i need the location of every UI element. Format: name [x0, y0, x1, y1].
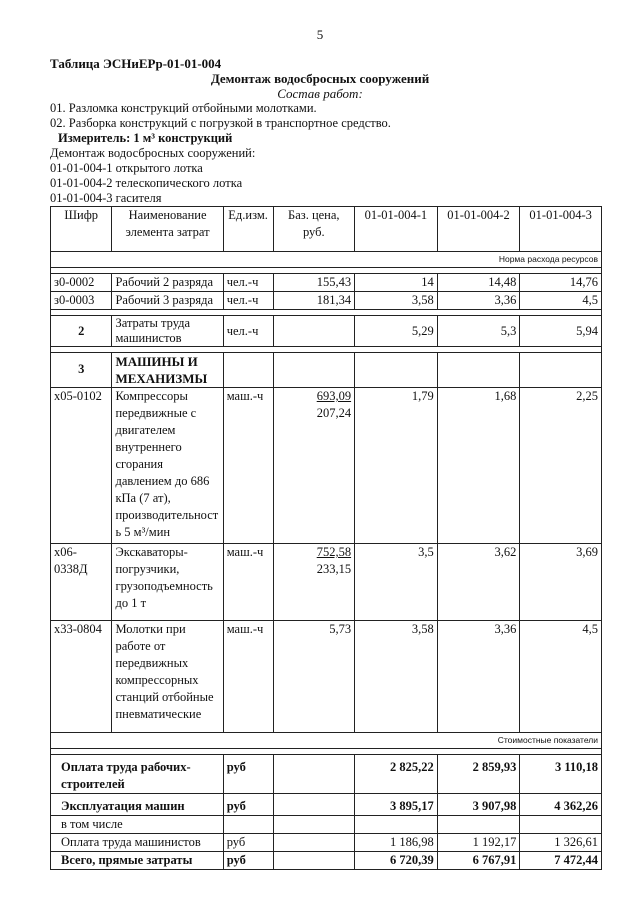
row-v2: 1,68	[437, 388, 520, 544]
row-v1: 3,5	[355, 544, 438, 621]
section-norm: Норма расхода ресурсов	[51, 252, 602, 268]
table-row	[51, 316, 602, 347]
row-v2: 3,36	[437, 621, 520, 733]
total-unit: руб	[223, 755, 273, 794]
total-v2: 3 907,98	[437, 794, 520, 816]
row-v3: 14,76	[520, 274, 602, 292]
item-line: 01-01-004-2 телескопического лотка	[50, 176, 243, 190]
total-v1: 1 186,98	[355, 834, 438, 852]
total-v2: 6 767,91	[437, 852, 520, 870]
total-name: Всего, прямые затраты	[51, 852, 224, 870]
total-unit: руб	[223, 852, 273, 870]
row-code: 2	[51, 316, 112, 347]
header-price: Баз. цена, руб.	[273, 207, 355, 252]
section-cost: Стоимостные показатели	[51, 733, 602, 749]
row-price: 5,73	[273, 621, 355, 733]
work-item: 02. Разборка конструкций с погрузкой в транспортное средство.	[50, 116, 391, 130]
table-row	[51, 274, 602, 292]
row-v2: 5,3	[437, 316, 520, 347]
header-col3: 01-01-004-3	[520, 207, 602, 252]
total-name: в том числе	[51, 816, 224, 834]
row-name: МАШИНЫ И МЕХАНИЗМЫ	[112, 353, 223, 388]
total-name: Эксплуатация машин	[51, 794, 224, 816]
table-row	[51, 353, 602, 388]
header-row	[51, 207, 602, 252]
row-v1: 1,79	[355, 388, 438, 544]
row-v2: 14,48	[437, 274, 520, 292]
row-v3: 5,94	[520, 316, 602, 347]
row-v3: 3,69	[520, 544, 602, 621]
item-line: 01-01-004-1 открытого лотка	[50, 161, 203, 175]
row-unit: чел.-ч	[223, 316, 273, 347]
total-v1: 6 720,39	[355, 852, 438, 870]
table-title: Демонтаж водосбросных сооружений	[210, 71, 430, 86]
page-number: 5	[316, 27, 324, 42]
total-row	[51, 834, 602, 852]
total-v3: 3 110,18	[520, 755, 602, 794]
total-row	[51, 755, 602, 794]
row-v1: 14	[355, 274, 438, 292]
total-v2: 1 192,17	[437, 834, 520, 852]
row-v3: 4,5	[520, 292, 602, 310]
total-v1: 3 895,17	[355, 794, 438, 816]
table-row	[51, 388, 602, 544]
header-code: Шифр	[51, 207, 112, 252]
section-row	[51, 733, 602, 749]
total-name: Оплата труда машинистов	[51, 834, 224, 852]
header-col1: 01-01-004-1	[355, 207, 438, 252]
measure: Измеритель: 1 м³ конструкций	[58, 131, 233, 145]
row-price-2: 207,24	[316, 406, 352, 420]
row-v1: 3,58	[355, 621, 438, 733]
row-v2: 3,36	[437, 292, 520, 310]
total-unit: руб	[223, 834, 273, 852]
header-name: Наименование элемента затрат	[112, 207, 223, 252]
table-code: Таблица ЭСНиЕРр-01-01-004	[50, 56, 222, 71]
row-name: Компрессоры передвижные с двигателем внутреннего сгорания давлением до 686 кПа (7 ат), производительност ь 5 м³/мин	[112, 388, 223, 544]
section-row	[51, 252, 602, 268]
total-row	[51, 794, 602, 816]
total-row	[51, 816, 602, 834]
row-code: 3	[51, 353, 112, 388]
header-col2: 01-01-004-2	[437, 207, 520, 252]
row-name: Рабочий 2 разряда	[112, 274, 223, 292]
row-v3: 4,5	[520, 621, 602, 733]
row-name: Затраты труда машинистов	[112, 316, 223, 347]
works-heading: Состав работ:	[277, 86, 363, 101]
row-price: 693,09	[316, 389, 352, 403]
row-unit: маш.-ч	[223, 621, 273, 733]
subtitle: Демонтаж водосбросных сооружений:	[50, 146, 256, 160]
total-v3: 4 362,26	[520, 794, 602, 816]
row-unit: маш.-ч	[223, 388, 273, 544]
row-v1: 5,29	[355, 316, 438, 347]
table-row	[51, 292, 602, 310]
row-unit: чел.-ч	[223, 274, 273, 292]
row-price: 155,43	[273, 274, 355, 292]
total-v1: 2 825,22	[355, 755, 438, 794]
row-unit: маш.-ч	[223, 544, 273, 621]
total-unit: руб	[223, 794, 273, 816]
row-price-2: 233,15	[316, 562, 352, 576]
item-line: 01-01-004-3 гасителя	[50, 191, 162, 205]
row-v1: 3,58	[355, 292, 438, 310]
row-price: 181,34	[273, 292, 355, 310]
row-unit: чел.-ч	[223, 292, 273, 310]
total-v3: 1 326,61	[520, 834, 602, 852]
resource-table	[50, 206, 602, 870]
total-row	[51, 852, 602, 870]
row-code: з0-0003	[51, 292, 112, 310]
row-name: Рабочий 3 разряда	[112, 292, 223, 310]
row-v3: 2,25	[520, 388, 602, 544]
row-price: 752,58	[316, 545, 352, 559]
total-v3: 7 472,44	[520, 852, 602, 870]
row-name: Молотки при работе от передвижных компрессорных станций отбойные пневматические	[112, 621, 223, 733]
table-row	[51, 544, 602, 621]
work-item: 01. Разломка конструкций отбойными молотками.	[50, 101, 317, 115]
row-code: з0-0002	[51, 274, 112, 292]
row-code: х06-0338Д	[51, 544, 112, 621]
table-row	[51, 621, 602, 733]
row-code: х05-0102	[51, 388, 112, 544]
row-v2: 3,62	[437, 544, 520, 621]
row-code: х33-0804	[51, 621, 112, 733]
total-name: Оплата труда рабочих-строителей	[51, 755, 224, 794]
total-v2: 2 859,93	[437, 755, 520, 794]
header-unit: Ед.изм.	[223, 207, 273, 252]
row-name: Экскаваторы-погрузчики, грузоподъемность до 1 т	[112, 544, 223, 621]
